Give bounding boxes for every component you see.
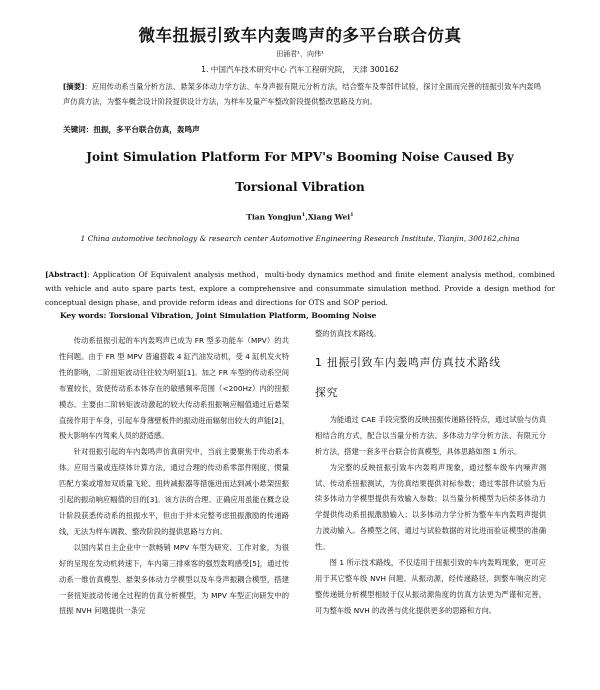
chinese-abstract [63,79,541,109]
left-paragraph-1: 传动系扭振引起的车内轰鸣声已成为 FR 型多功能车（MPV）的共性问题。由于 FR 型 MPV 普遍搭载 4 缸汽油发动机，受 4 缸机发火特性的影响，二阶扭矩波动往往较为明显[1]。加之 FR 车型的传动系空间布置较长，致使传动系本体存在的敏感频率范围（<200Hz）内的扭振模态。主要由二阶转矩波动激起的较大传动系扭振响应幅值通过后悬架直接作用于车身，引起车身薄壁板件的振动进而辐射出较大的声能[2]，极大影响车内驾乘人员的舒适感。 [59,336,289,441]
left-paragraph-3: 以国内某自主企业中一款畅销 MPV 车型为研究、工作对象，为很好的呈现在发动机转速下，车内第三排乘客的强烈轰鸣感受[5]，通过传动系一维仿真模型、悬架多体动力学模型以及车身声振耦合模型，搭建一套扭矩波动传递全过程的仿真分析模型，为 MPV 车型正向研发中的扭振 NVH 问题提供一条完 [59,542,289,616]
author-name-1: Tian Yongjun [246,212,302,222]
english-abstract-text: : Application Of Equivalent analysis method，multi-body dynamics method and finite element analysis method, combined with vehicle and auto spare parts test, explore a comprehensive and consummate simulation method. Provide a design method for conceptual design phase, and provide reform ideas and directions for OTS and SOP period. [45,270,555,307]
body-left-column [59,333,289,619]
right-paragraph-1: 为能通过 CAE 手段完整的反映扭振传递路径特点，通过试验与仿真相结合的方式，配合以当量分析方法、多体动力学分析方法、有限元分析方法，搭建一套多平台联合仿真模型，具体思路如图 1 所示。 [315,414,546,456]
author-sup-2: 1 [350,212,354,218]
chinese-title: 微车扭振引致车内轰鸣声的多平台联合仿真 [138,26,462,45]
author-separator: , [305,212,308,222]
right-paragraph-3: 图 1 所示技术路线，不仅适用于扭振引致的车内轰鸣现象，更可应用于其它整车级 NVH 问题。从振动源，经传递路径，到整车响应的完整传递链分析模型相较于仅从振动源角度的仿真方法更为严谨和完善，可为整车级 NVH 的改善与优化提供更多的思路和方向。 [315,558,546,615]
left-paragraph-2: 针对扭振引起的车内轰鸣声仿真研究中，当前主要聚焦于传动系本体。应用当量或连续体计算方法，通过合理的传动系零部件刚度、惯量匹配方案或增加双质量飞轮、扭转减振器等措施进而达到减小悬架扭振引起的振动响应幅值的目的[3]。该方法的合理、正确应用虽能在概念设计阶段获悉传动系的扭振水平，但由于并未完整考虑扭振激励的传递路线，无法为样车调教、整改阶段的提供思路与方向。 [59,447,289,536]
english-authors [0,212,600,222]
section-1-heading-line-2: 探究 [315,385,339,399]
body-right-column [315,326,546,619]
right-paragraph-2: 为完整的反映扭振引致车内轰鸣声现象，通过整车级车内噪声测试、传动系扭振测试，为仿真结果提供对标参数；通过零部件试验为后续多体动力学模型提供有效输入参数；以当量分析模型为后续多体动力学提供传动系扭振激励输入；以多体动力学分析为整车车内轰鸣声提供力波动输入。各模型之间，通过与试验数据的对比进而验证模型的准确性。 [315,462,546,552]
chinese-abstract-text: ：应用传动系当量分析方法、悬架多体动力学方法、车身声振有限元分析方法，结合整车及零部件试验，探讨全面而完善的扭振引致车内轰鸣声仿真方法，为整车概念设计阶段提供设计方法，为样车及量产车整改阶段提供整改思路及方向。 [63,82,541,106]
chinese-affiliation: 1. 中国汽车技术研究中心 汽车工程研究院， 天津 300162 [201,65,399,74]
chinese-abstract-label: [摘要] [63,82,85,91]
english-title-line-2: Torsional Vibration [235,180,365,194]
section-1-heading-line-1: 1 扭振引致车内轰鸣声仿真技术路线 [315,355,501,369]
chinese-authors: 田涌君¹，向伟¹ [276,50,324,58]
english-title-line-1: Joint Simulation Platform For MPV's Booming Noise Caused By [86,150,514,164]
english-affiliation: 1 China automotive technology & research center Automotive Engineering Research Institute, Tianjin, 300162,china [80,234,520,243]
english-abstract [45,268,555,310]
section-1-heading [315,348,546,408]
author-sup-1: 1 [301,212,306,218]
english-abstract-label: [Abstract] [45,270,88,279]
author-name-2: Xiang Wei [307,212,351,222]
chinese-keywords: 关键词：扭振，多平台联合仿真，轰鸣声 [63,125,200,134]
english-keywords: Key words: Torsional Vibration, Joint Simulation Platform, Booming Noise [60,311,377,320]
right-paragraph-0: 整的仿真技术路线。 [315,329,381,338]
